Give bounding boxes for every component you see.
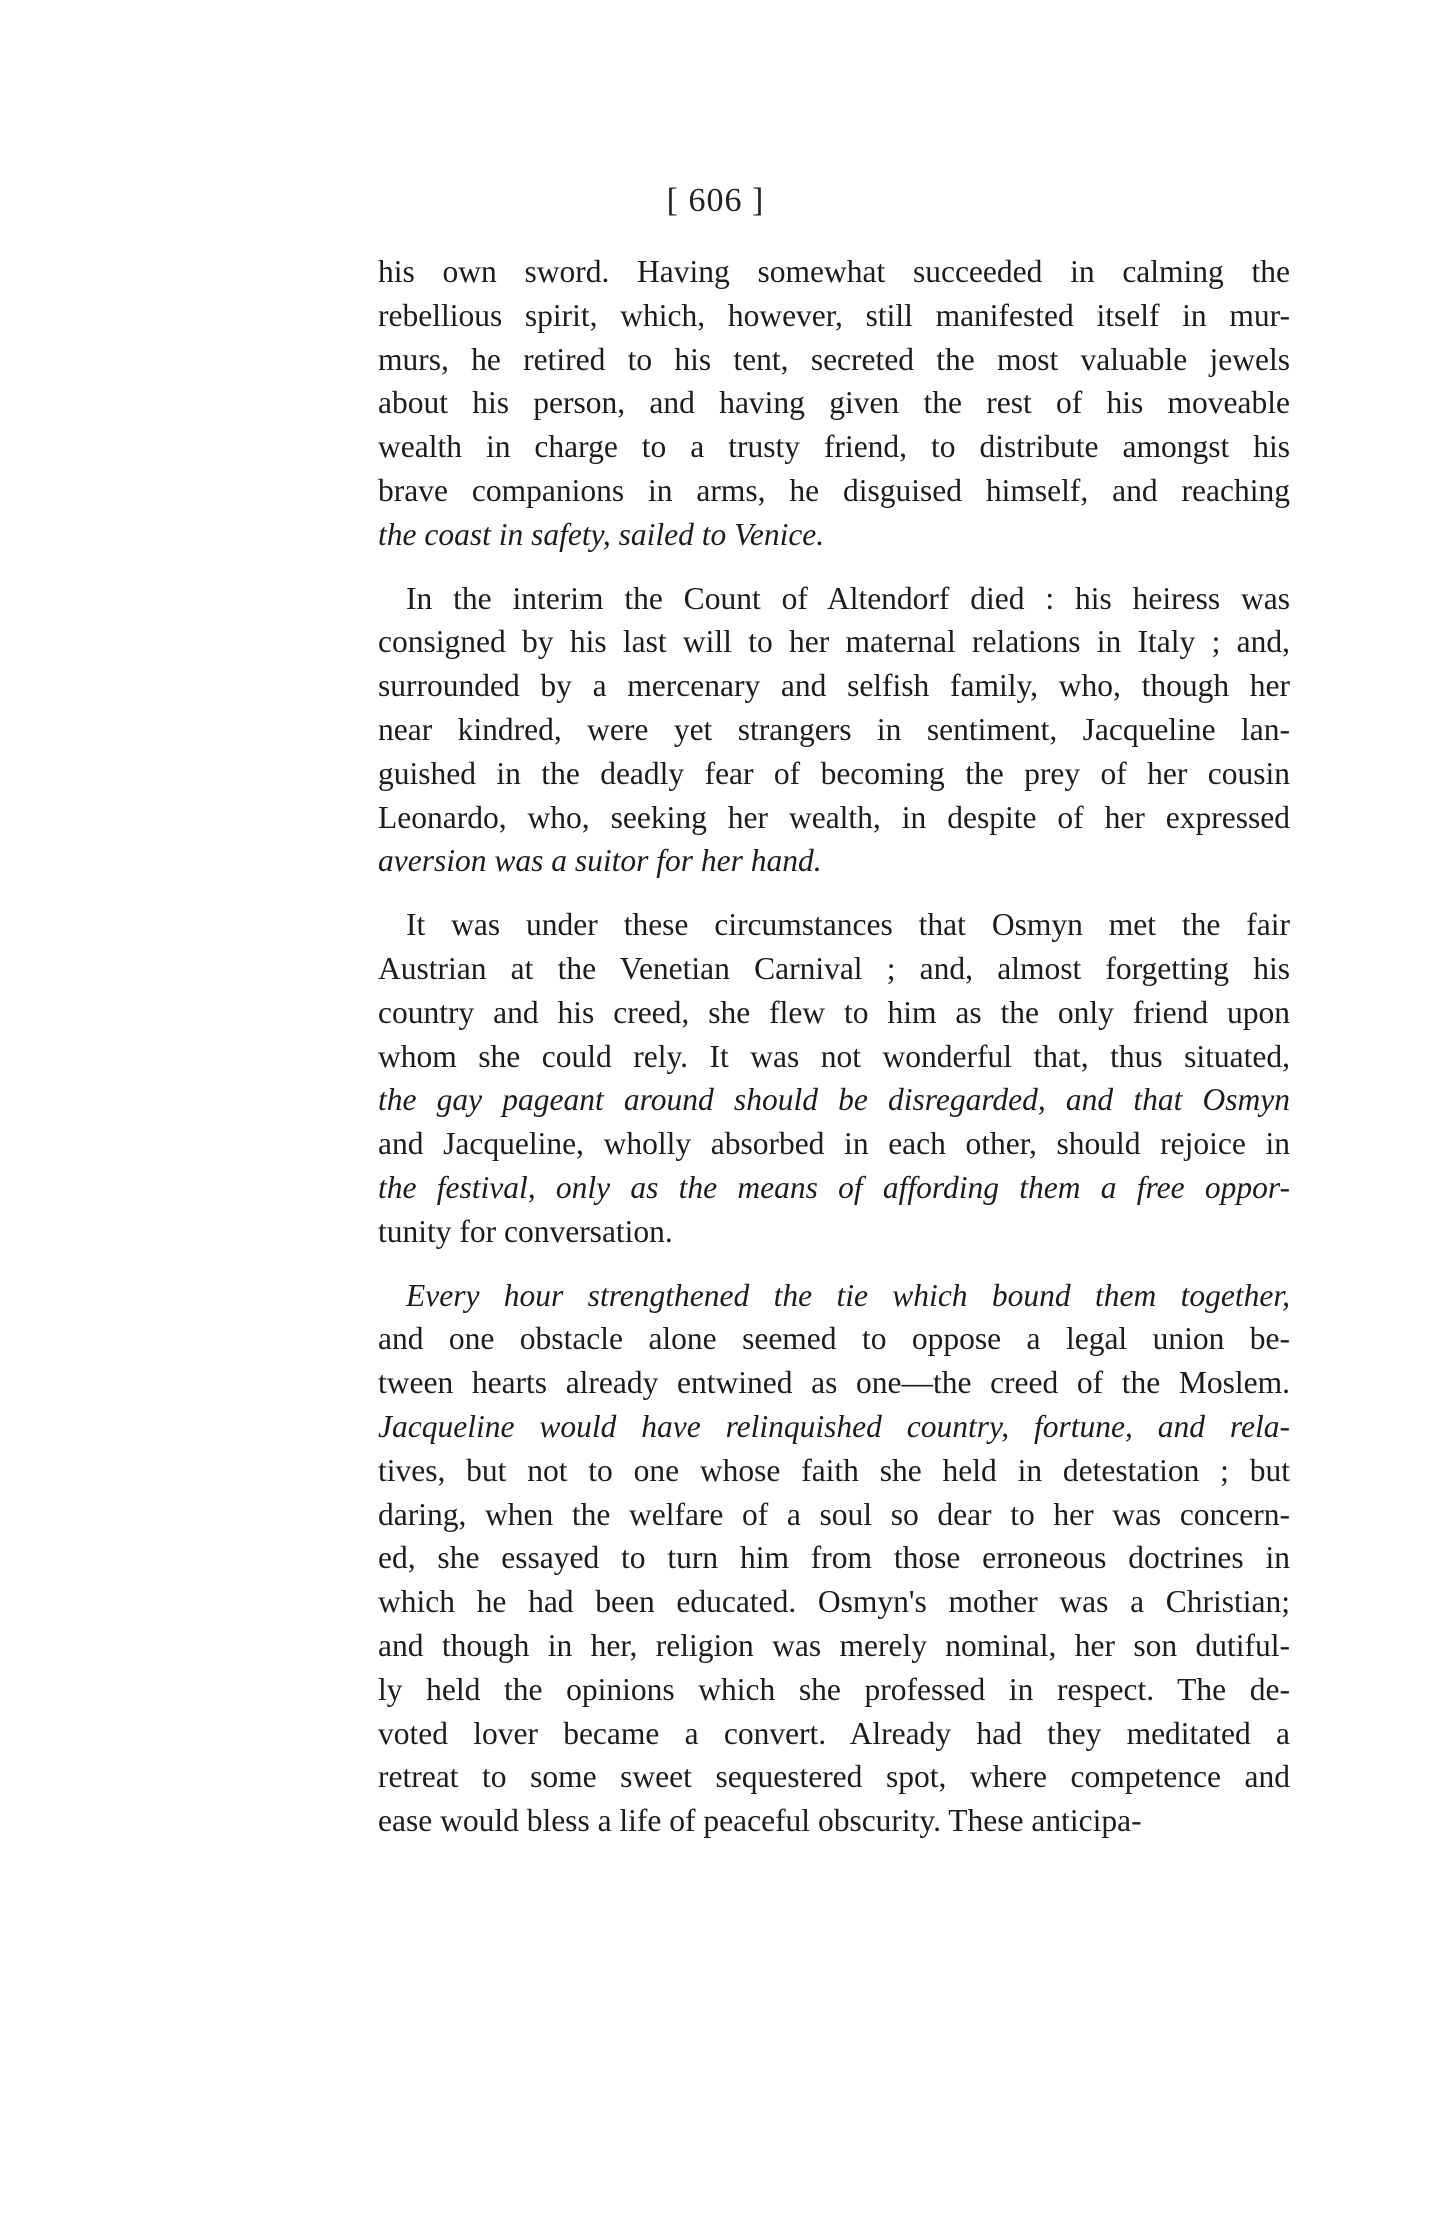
text-line: It was under these circumstances that Osmyn met the fair: [406, 907, 1290, 943]
text-line: retreat to some sweet sequestered spot, where competence and: [378, 1759, 1290, 1795]
paragraph: [378, 250, 1290, 557]
text-line: the coast in safety, sailed to Venice.: [378, 516, 825, 552]
paragraph: [378, 1274, 1290, 1843]
text-line: about his person, and having given the rest of his moveable: [378, 385, 1290, 421]
text-line: guished in the deadly fear of becoming the prey of her cousin: [378, 755, 1290, 791]
text-line: ease would bless a life of peaceful obscurity. These anticipa-: [378, 1803, 1142, 1839]
text-line: and one obstacle alone seemed to oppose a legal union be-: [378, 1321, 1290, 1357]
paragraph: [378, 577, 1290, 884]
text-line: brave companions in arms, he disguised himself, and reaching: [378, 472, 1290, 508]
text-line: aversion was a suitor for her hand.: [378, 843, 822, 879]
text-line: murs, he retired to his tent, secreted the most valuable jewels: [378, 341, 1290, 377]
text-line: voted lover became a convert. Already had they meditated a: [378, 1715, 1290, 1751]
text-line: the festival, only as the means of affording them a free oppor-: [378, 1169, 1290, 1205]
text-line: ly held the opinions which she professed in respect. The de-: [378, 1671, 1290, 1707]
text-line: near kindred, were yet strangers in sentiment, Jacqueline lan-: [378, 711, 1290, 747]
page-number: [ 606 ]: [666, 182, 765, 219]
text-line: tween hearts already entwined as one—the creed of the Moslem.: [378, 1365, 1290, 1401]
text-line: his own sword. Having somewhat succeeded in calming the: [378, 254, 1290, 289]
text-line: wealth in charge to a trusty friend, to distribute amongst his: [378, 429, 1290, 465]
text-line: Leonardo, who, seeking her wealth, in despite of her expressed: [378, 799, 1290, 835]
text-line: and Jacqueline, wholly absorbed in each other, should rejoice in: [378, 1126, 1290, 1162]
text-line: In the interim the Count of Altendorf died : his heiress was: [406, 580, 1290, 616]
text-line: Jacqueline would have relinquished country, fortune, and rela-: [378, 1408, 1290, 1444]
text-line: rebellious spirit, which, however, still manifested itself in mur-: [378, 297, 1290, 333]
text-line: Every hour strengthened the tie which bound them together,: [406, 1277, 1290, 1313]
text-line: whom she could rely. It was not wonderful that, thus situated,: [378, 1038, 1290, 1074]
text-line: surrounded by a mercenary and selfish family, who, though her: [378, 668, 1290, 704]
text-line: and though in her, religion was merely nominal, her son dutiful-: [378, 1627, 1290, 1663]
paragraph: [378, 903, 1290, 1253]
text-line: which he had been educated. Osmyn's mother was a Christian;: [378, 1584, 1290, 1620]
text-line: consigned by his last will to her maternal relations in Italy ; and,: [378, 624, 1290, 660]
body-text: [378, 250, 1290, 1863]
text-line: country and his creed, she flew to him as the only friend upon: [378, 994, 1290, 1030]
text-line: ed, she essayed to turn him from those erroneous doctrines in: [378, 1540, 1290, 1576]
text-line: tunity for conversation.: [378, 1213, 673, 1249]
text-line: Austrian at the Venetian Carnival ; and, almost forgetting his: [378, 950, 1290, 986]
text-line: the gay pageant around should be disregarded, and that Osmyn: [378, 1082, 1290, 1118]
text-line: daring, when the welfare of a soul so dear to her was concern-: [378, 1496, 1290, 1532]
text-line: tives, but not to one whose faith she held in detestation ; but: [378, 1452, 1290, 1488]
